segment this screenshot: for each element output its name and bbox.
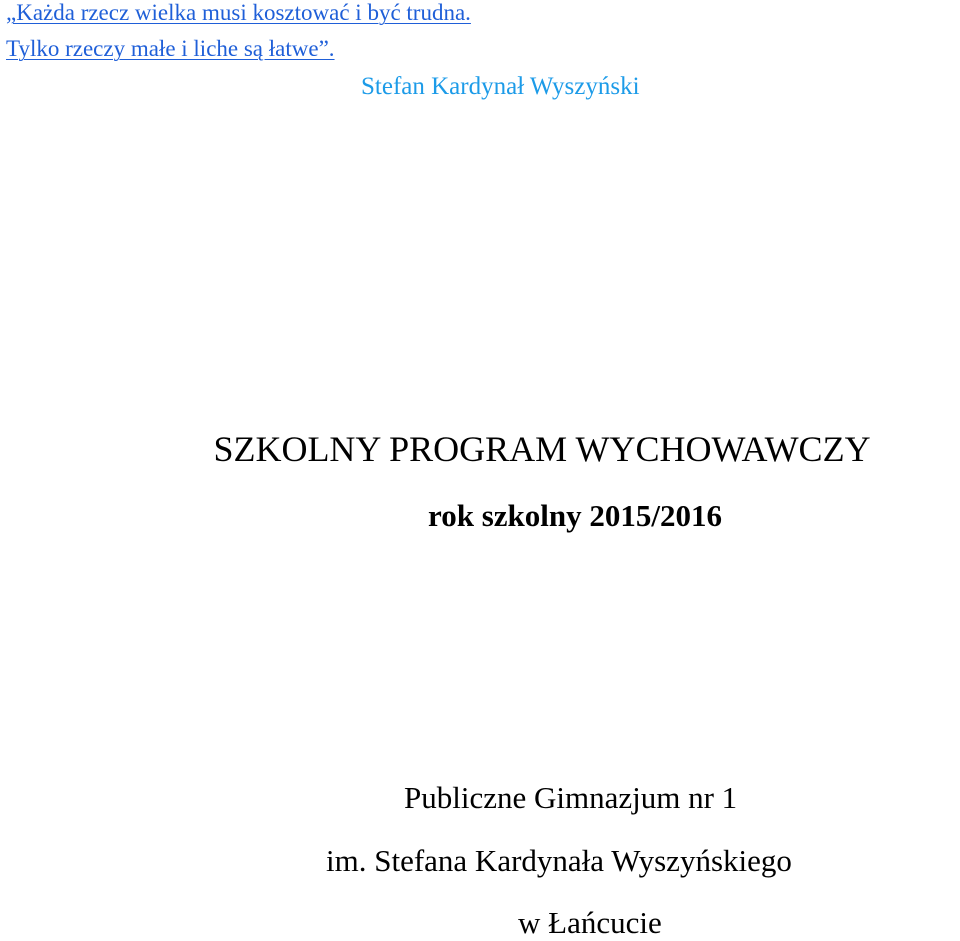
school-year: rok szkolny 2015/2016 xyxy=(428,498,722,533)
school-city: w Łańcucie xyxy=(518,905,662,940)
document-title: SZKOLNY PROGRAM WYCHOWAWCZY xyxy=(213,429,871,469)
motto-quote-line-2[interactable]: Tylko rzeczy małe i liche są łatwe”. xyxy=(6,36,335,61)
motto-author: Stefan Kardynał Wyszyński xyxy=(361,73,640,100)
school-patron: im. Stefana Kardynała Wyszyńskiego xyxy=(326,843,792,878)
school-name: Publiczne Gimnazjum nr 1 xyxy=(404,780,738,815)
motto-quote-line-1[interactable]: „Każda rzecz wielka musi kosztować i być trudna. xyxy=(6,0,471,25)
